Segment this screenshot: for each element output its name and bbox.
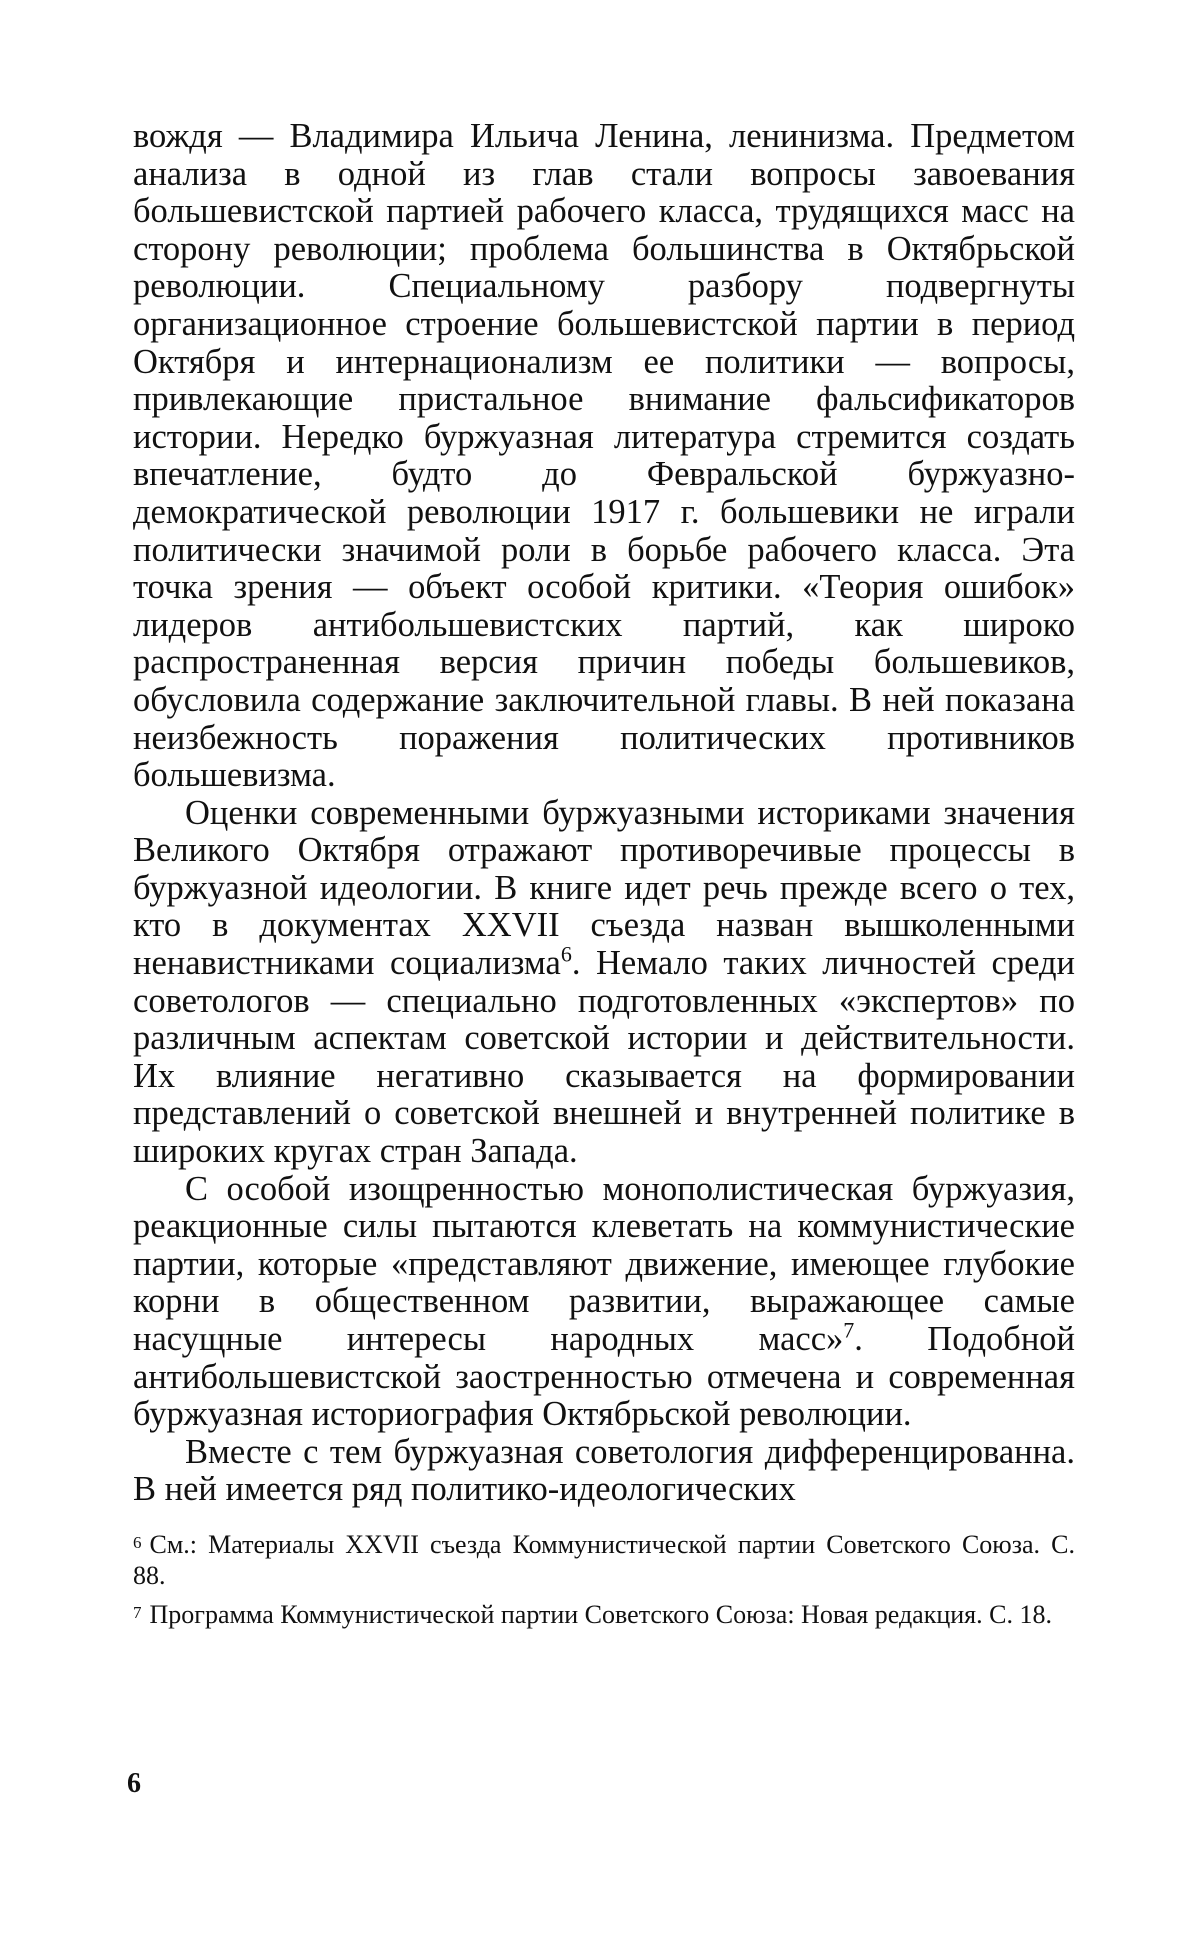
paragraph-2-text-b: . Немало таких личностей среди советологов — специально подготовленных «экспертов» по различным аспектам советской истории и действительности. Их влияние негативно сказывается на формировании представлений о советской внешней и внутренней политике в широких кругах стран Запада. [133, 944, 1075, 1171]
footnote-7 [133, 1599, 1075, 1630]
footnote-7-mark: 7 [133, 1602, 142, 1622]
footnote-ref-7: 7 [843, 1317, 855, 1343]
page-content [133, 118, 1075, 1638]
paragraph-2 [133, 795, 1075, 1171]
paragraph-3 [133, 1171, 1075, 1434]
paragraph-3-text-a: С особой изощренностью монополистическая буржуазия, реакционные силы пытаются клеветать на коммунистические партии, которые «представляют движение, имеющее глубокие корни в общественном развитии, выражающее самые насущные интересы народных масс» [133, 1169, 1075, 1358]
footnote-6 [133, 1529, 1075, 1591]
footnotes [133, 1529, 1075, 1630]
footnote-6-mark: 6 [133, 1532, 142, 1552]
page-number: 6 [127, 1768, 141, 1799]
footnote-ref-6: 6 [560, 941, 572, 967]
footnote-6-text: См.: Материалы XXVII съезда Коммунистической партии Советского Союза. С. 88. [133, 1529, 1075, 1590]
paragraph-4: Вместе с тем буржуазная советология дифференцированна. В ней имеется ряд политико-идеологических [133, 1432, 1075, 1509]
paragraph-1: вождя — Владимира Ильича Ленина, ленинизма. Предметом анализа в одной из глав стали вопросы завоевания большевистской партией рабочего класса, трудящихся масс на сторону революции; проблема большинства в Октябрьской революции. Специальному разбору подвергнуты организационное строение большевистской партии в период Октября и интернационализм ее политики — вопросы, привлекающие пристальное внимание фальсификаторов истории. Нередко буржуазная литература стремится создать впечатление, будто до Февральской буржуазно-демократической революции 1917 г. большевики не играли политически значимой роли в борьбе рабочего класса. Эта точка зрения — объект особой критики. «Теория ошибок» лидеров антибольшевистских партий, как широко распространенная версия причин победы большевиков, обусловила содержание заключительной главы. В ней показана неизбежность поражения политических противников большевизма. [133, 117, 1075, 795]
paragraph-3-text-b: . Подобной антибольшевистской заостренностью отмечена и современная буржуазная историография Октябрьской революции. [133, 1320, 1076, 1434]
footnote-7-text: Программа Коммунистической партии Советского Союза: Новая редакция. С. 18. [149, 1599, 1052, 1629]
paragraph-2-text-a: Оценки современными буржуазными историками значения Великого Октября отражают противоречивые процессы в буржуазной идеологии. В книге идет речь прежде всего о тех, кто в документах XXVII съезда назван вышколенными ненавистниками социализма [133, 793, 1075, 983]
